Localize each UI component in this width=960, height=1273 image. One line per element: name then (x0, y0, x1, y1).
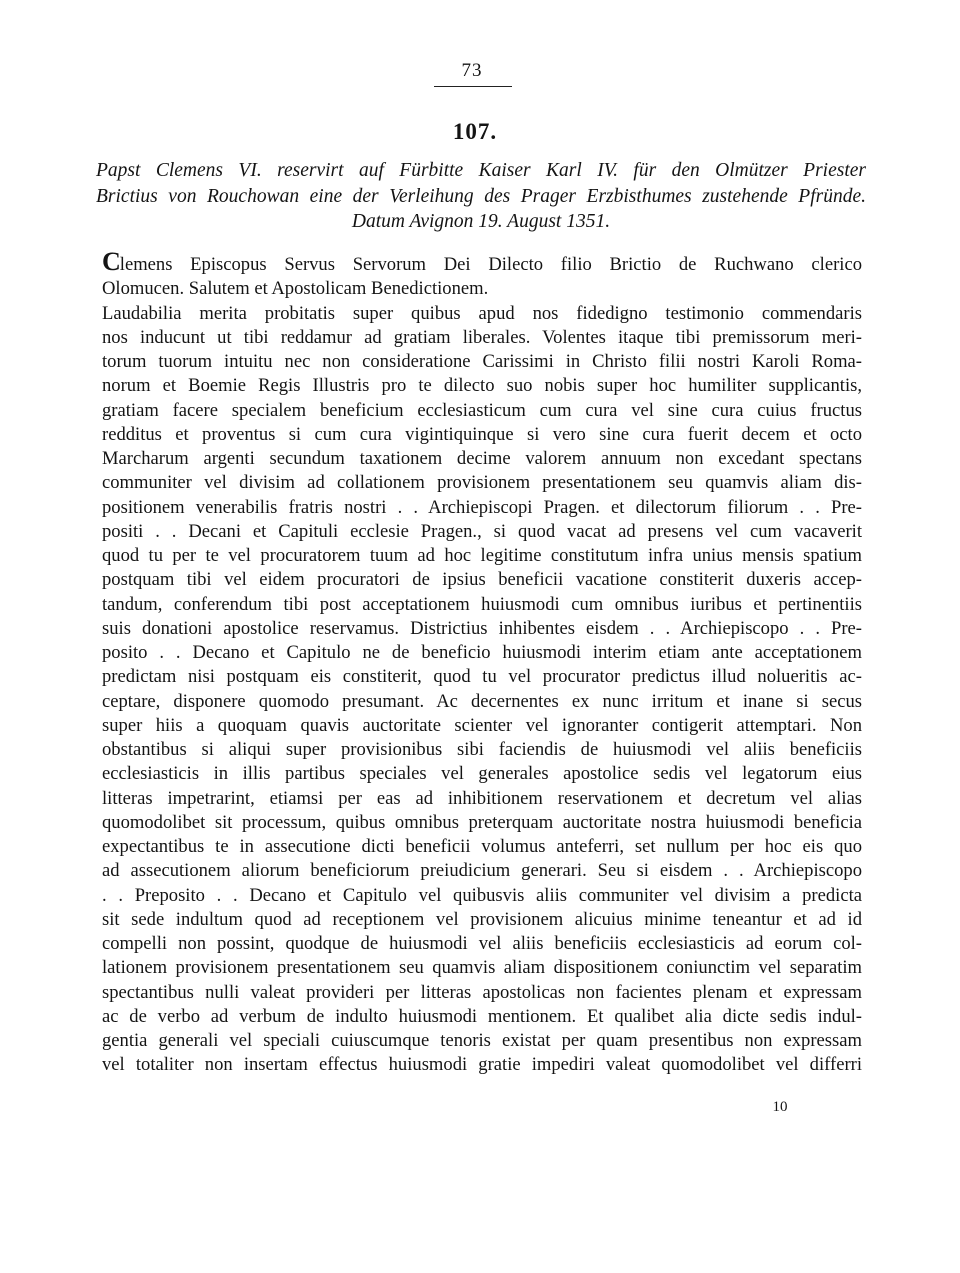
text-line: posito . . Decano et Capitulo ne de beneficio huiusmodi interim etiam ante acceptationem (102, 642, 862, 663)
regest-line: Papst Clemens VI. reservirt auf Fürbitte Kaiser Karl IV. für den Olmützer Priester (96, 160, 866, 181)
text-line: super hiis a quoquam quavis auctoritate scienter vel ignoranter contigerit attemptari. Non (102, 714, 862, 736)
text-line: gentia generali vel speciali cuiuscumque tenoris existat per quam presentibus non expressam (102, 1030, 862, 1051)
text-line: postquam tibi vel eidem procuratori de ipsius beneficii vacatione constiterit duxeris accep- (102, 569, 862, 591)
document-text (102, 247, 862, 1078)
regest-date-line: Datum Avignon 19. August 1351. (351, 211, 611, 232)
text-line: predictam nisi postquam eis constiterit, quod tu vel procurator predictus illud nolueritis ac- (102, 666, 862, 688)
document-number: 107. (452, 119, 498, 144)
text-line: nos inducunt ut tibi reddamur ad gratiam liberales. Volentes itaque tibi premissorum meri- (102, 326, 862, 348)
page-number: 73 (461, 60, 483, 81)
signature-mark: 10 (772, 1099, 788, 1115)
text-line: ac de verbo ad verbum de indulto huiusmodi mentionem. Et qualibet alia dicte sedis indul- (102, 1005, 862, 1027)
text-line: ecclesiasticis in illis partibus speciales vel generales apostolice sedis vel legatorum eius (102, 763, 862, 785)
text-line (102, 247, 862, 277)
text-line: obstantibus si aliqui super provisionibus sibi faciendis de huiusmodi vel aliis beneficiis (102, 739, 862, 760)
text-line: Laudabilia merita probitatis super quibus apud nos fidedigno testimonio commendaris (102, 302, 862, 324)
text-line: Olomucen. Salutem et Apostolicam Benedictionem. (102, 278, 489, 300)
regest-line: Brictius von Rouchowan eine der Verleihung des Prager Erzbisthumes zustehende Pfründe. (96, 185, 866, 207)
page-number-rule (434, 86, 512, 87)
text-line: suis donationi apostolice reservamus. Districtius inhibentes eisdem . . Archiepiscopo . . Pre- (102, 617, 862, 639)
first-line-text: lemens Episcopus Servus Servorum Dei Dilecto filio Brictio de Ruchwano clerico (119, 254, 862, 275)
text-line: compelli non possint, quodque de huiusmodi vel aliis beneficiis ecclesiasticis ad eorum col- (102, 933, 862, 954)
text-line: lationem provisionem presentationem seu quamvis aliam dispositionem coniunctim vel separatim (102, 957, 862, 979)
regest-summary (96, 158, 866, 235)
text-line: ad assecutionem aliorum beneficiorum preiudicium generari. Seu si eisdem . . Archiepiscopo (102, 860, 862, 882)
text-line: vel totaliter non insertam effectus huiusmodi gratie impediri valeat quomodolibet vel differri (102, 1054, 862, 1076)
text-line: torum tuorum intuitu nec non consideratione Carissimi in Christo filii nostri Karoli Roma- (102, 351, 862, 372)
text-line: communiter vel divisim ad collationem provisionem presentationem seu quamvis aliam dis- (102, 472, 862, 494)
text-line: redditus et proventus si cum cura vigintiquinque si vero sine cura fuerit decem et octo (102, 423, 862, 445)
text-line: ceptare, disponere quomodo presumant. Ac decernentes ex nunc irritum et inane si secus (102, 690, 862, 712)
text-line: expectantibus te in assecutione dicti beneficii volumus anteferri, set nullum per hoc eis quo (102, 836, 862, 857)
text-line: tandum, conferendum tibi post acceptationem huiusmodi cum omnibus iuribus et pertinentiis (102, 593, 862, 615)
text-line: . . Preposito . . Decano et Capitulo vel quibusvis aliis communiter vel divisim a predicta (102, 884, 862, 906)
text-line: Marcharum argenti secundum taxationem decime valorem annuum non excedant spectans (102, 448, 862, 469)
text-line: litteras impetrarint, etiamsi per eas ad inhibitionem reservationem et decretum vel alias (102, 787, 862, 809)
text-line: quomodolibet sit processum, quibus omnibus preterquam auctoritate nostra huiusmodi beneficia (102, 811, 862, 833)
text-line: quod tu per te vel procuratorem tuum ad hoc legitime constitutum infra unius mensis spatium (102, 545, 862, 566)
text-line: positionem venerabilis fratris nostri . . Archiepiscopi Pragen. et dilectorum filiorum . . Pre- (102, 496, 862, 518)
text-line: norum et Boemie Regis Illustris pro te dilecto suo nobis super hoc humiliter supplicantis, (102, 375, 862, 397)
text-line: gratiam facere specialem beneficium ecclesiasticum cum cura vel sine cura cuius fructus (102, 399, 862, 421)
text-line: sit sede indultum quod ad receptionem vel provisionem alicuius minime teneantur et ad id (102, 908, 862, 930)
text-line: spectantibus nulli valeat provideri per litteras apostolicas non facientes plenam et expressam (102, 981, 862, 1003)
text-line: positi . . Decani et Capituli ecclesie Pragen., si quod vacat ad presens vel cum vacaverit (102, 520, 862, 542)
initial-letter: C (102, 247, 120, 276)
